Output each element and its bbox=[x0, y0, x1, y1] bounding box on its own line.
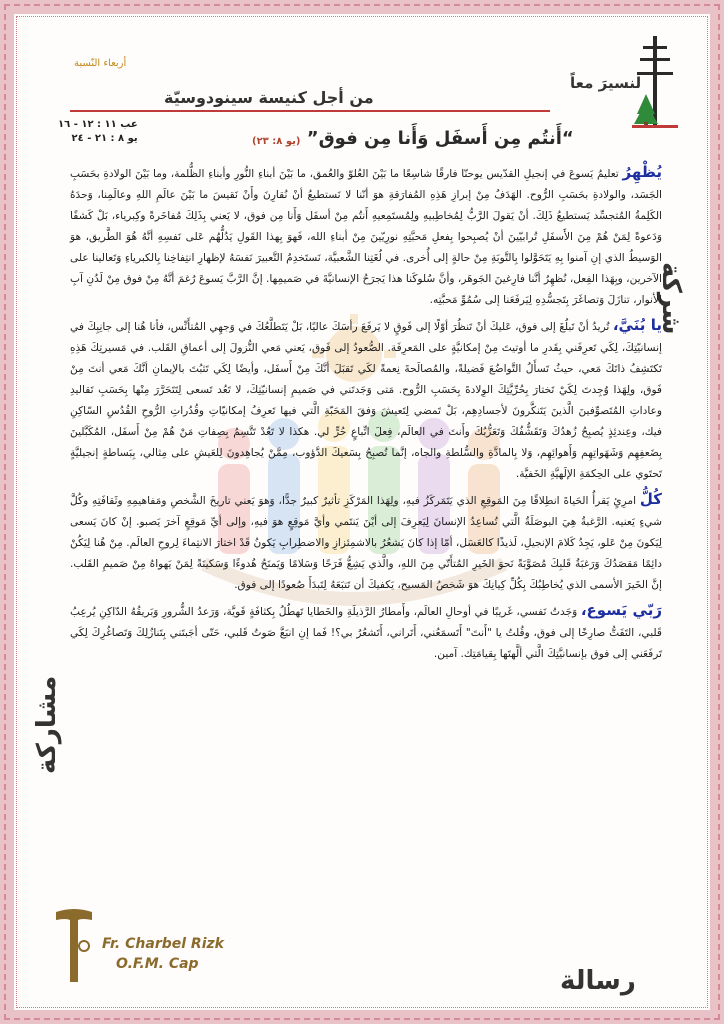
paragraph-lead: يا بُنَيَّ، bbox=[612, 316, 662, 334]
side-label-participation: مشاركة bbox=[32, 675, 62, 774]
author-order: O.F.M. Cap bbox=[116, 956, 199, 972]
side-label-communion: شركة bbox=[656, 262, 686, 335]
article-body bbox=[70, 162, 662, 669]
paragraph-lead: يُظْهِرُ bbox=[622, 163, 662, 181]
scripture-ref: عب ١١ : ١٢ - ١٦ bbox=[58, 119, 138, 130]
paragraph-text: امرِئٍ يَقرأُ الحَياةَ انطِلاقًا مِنَ المَوقِعِ الذي يَتَمَركَزُ فيهِ، ولِهَذا المَرْكَزِ تأثيرٌ كبيرٌ جدًّا، وَهوَ يَعني تاريخَ الشَّخصِ ومَفاهيمِهِ وثَقافَتِهِ وكُلَّ شيءٍ يَعنيه. الرَّغبةُ هِيَ البوصَلَةُ الَّتي تُساعِدُ الإنسانَ لِيَعرِفَ إلى أيْنَ يَنتَمي وأيَّ مَوقِعٍ هوَ فيهِ، وإلى أيِّ مَوقِعٍ آخرَ يَصبو. إنْ كانَ يَسعى لِيَكونَ مِنْ عَلو، يَجِدُ كَلامَ الإنجيلِ، لَذيذًا كالعَسَل، أمّا إذا كانَ يَشعُرُ بالاشمِئزازِ والاضطِرابِ يَكونُ قَدْ اختارَ الانتِماءَ لِروحِ العالَم. مِنْ هُنا لِيَكُنْ دائِمًا مَقصَدُكَ وَرَغبَةُ قَلبِكَ مُصَوَّبَةً نَحوَ الخَيرِ المُتأَتّي مِنَ اللهِ، والَّذي يَشِعُّ فَرَحًا وَسَلامًا وَيَمنَحُ هُدوءًا وَسَكينَةً لِمَنْ يَهواهُ مِنْ صَميمِ القَلب. إنَّ الخَيرَ الأسمى الذي يُخاطِبُكَ بِكُلِّ كِيانِكَ هوَ شَخصُ المَسيح، يَكفيكَ أن تَتبَعَهُ لِتَبدَأَ صُعودًا إلى فوق. bbox=[70, 495, 662, 591]
paragraph bbox=[70, 315, 662, 485]
paragraph-text: وَجَدتُ نَفسي، غَريبًا في أوحالِ العالَم، وأَمطارُ الرَّذيلَةِ والخَطايا تَهطُلُ بِكثافَةٍ قَويَّة، وَرَعدُ الشُّرورِ وَبَريقُهُ الدّاكِنِ يُرعِبُ قَلبي، التَفَتُّ صارِخًا إلى فوق، وقُلتُ يا "أَنتَ" أَتَسمَعُني، أَتَراني، أَتَشعُرُ بي؟! فَما إنِ انبَعَّ صَوتُ قَلبي، حَتّى أجَبتَني بِتَنازُلِكَ وَتَصاغُرِكَ لِكَي تَرفَعَني إلى فوق بإنسانيَّتِكَ الَّتي ألَّهتَها بِقيامَتِك. آمين. bbox=[70, 606, 662, 660]
campaign-title: لنسيرَ معاً bbox=[570, 74, 642, 92]
header-title: من أجل كنيسة سينودوسيّة bbox=[164, 88, 374, 107]
paragraph bbox=[70, 162, 662, 311]
page-title-text: “أَنتُم مِن أَسفَل وَأَنا مِن فوق” bbox=[306, 128, 574, 149]
scripture-refs bbox=[58, 118, 138, 146]
paragraph-lead: كُلُّ bbox=[639, 490, 662, 508]
page-title bbox=[252, 128, 574, 149]
paragraph-text: تُريدُ أنْ تَبلُغَ إلى فوق، عَليكَ أنْ تَنظُرَ أوّلًا إلى فَوقٍ لا يَرفَعَ رأسَكَ عاليًا، بَلْ يَتَطلَّعُكَ في وَجهِي المُتأَنِّس، فأنا هُنا إلى جانِبِكَ في إنسانيّتِكَ، لِكَي تَعرِفَني بِقَدرِ ما أوتيتَ مِنْ إمكانيَّةٍ على المَعرِفَة. الصُّعودُ إلى فَوق، يَعني مَعي النُّزولَ إلى أعماقِ القَلب. في مَسيرتِكَ هَذِهِ تَكتَشِفُ ذاتَكَ مَعي، حيثُ تَسأَلُ التَّواضُعَ فَضيلةً، والمُصالَحةَ نِعمةً لكَي تَقبَلَ أنَّكَ مِنْ أَسفَل، وأيضًا لِكَي تَثبُتَ بالإيمانِ أنَّكَ مَعي أنتَ مِنْ فَوق، ولِهَذا وُجِدتَ لِكَيْ تَختارَ بِحُرِّيَّتِكَ الوِلادةَ بِحَسَبِ الرُّوح. مَتى وَجَدتَني في صَميمِ إنسانيّتِكَ، لا تَعُد تَسعى لِتَتَحَرَّرَ مِنْها بِحَسَبِ تَقاليدِ وعاداتِ المُتَصوِّفينَ الَّذينَ يَتَنكَّرونَ لأجسادِهِم، بَلْ تَمضي لِتَعيشَ وَفقَ المَحَبّةِ الَّتي فيها تَعرِفُ إمكانيّاتِ وقُدُراتِ الرُّوحِ القُدُسِ السّاكِنِ فيك، وعِندئِذٍ يُصبِحُ زُهدُكَ وَتَقَشُّفُكَ وَتَعَزُّبُكَ وأَنتَ في العالَم، فِعلَ اتِّباعٍ حُرٍّ لي. هكذا لا تَعُدْ تَتَّسِمُ بِصِفاتِ مَنْ هُمْ مِنْ أَسفَل، المُكَبَّلينَ بِضَعفِهِم وَشَهَواتِهِم وَأَهوائِهِم، وَلا بِالمادَّةِ والسُّلطةِ والجاه، إنَّما تُصبِحُ بِسَعيكَ الدَّؤوب، مِمَّنْ يُجاهِدونَ لِلعَيشِ على مِثالي، بِبَساطةٍ إنجيليَّةٍ تَحتَوي على الحِكمَةِ الإلَهيَّةِ الخَفيَّة. bbox=[70, 321, 662, 480]
paragraph bbox=[70, 600, 662, 665]
tau-cross-icon bbox=[54, 906, 94, 986]
side-label-mission: رسالة bbox=[560, 966, 636, 996]
header-divider bbox=[70, 110, 550, 112]
scripture-ref: يو ٨ : ٢١ - ٢٤ bbox=[71, 133, 138, 144]
author-name: Fr. Charbel Rizk bbox=[102, 936, 224, 952]
author-logo bbox=[54, 906, 244, 986]
paragraph bbox=[70, 489, 662, 596]
week-label: أربعاء النّسبة bbox=[74, 58, 127, 69]
paragraph-lead: رَبّي يَسوع، bbox=[580, 601, 662, 619]
page-title-ref: (يو ٨: ٢٣) bbox=[252, 136, 301, 147]
paragraph-text: تعليمُ يَسوعَ في إنجيلِ القدّيس يوحنّا فارقًا شاسِعًا ما بَيْنَ العُلوّ والعُمق، ما بَيْنَ أبناءِ النُّورِ وأبناءِ الظُّلمة، وما بَيْنَ الولادةِ بحَسَبِ الجَسَد، والولادةِ بحَسَبِ الرُّوح. الهَدَفُ مِنْ إبرازِ هَذِهِ المُفارَقةِ هوَ أنّنا لا نَستطيعُ أنْ نُقارِنَ وأَنْ نَقيسَ ما بَيْنَ عالَمِ اللهِ وعالَمِنا، وَحدَهُ الكَلِمةُ المُتجسِّد يَستطيعُ ذَلِكَ. أنْ يَقولَ الرَّبُّ لِمُخاطِبيهِ ولِمُستَمِعيهِ أَنتُم مِنْ أسفَل وَأَنا مِن فوق، لا يَعني بِذَلِكَ مُفاخَرةً وكِبرياء، بَلْ كَشفًا وَدَعوةً لِمَنْ هُمْ مِنَ الأَسفَلِ تُرابيّينَ أنْ يُصبِحوا بِفعلِ مَحبَّتِهِ نورِيّينَ مِنْ أبناءِ الله، فَهوَ بِهذا القَولِ يَدُلُّهُم عَلى نَفسِهِ أنَّهُ هُوَ الطَّريق، هوَ الوَسيطُ الذي إنِ آمنوا بِهِ يَتَحَوَّلوا بِالتَّوبَةِ مِنْ حالةٍ إلى أُخرى. في لُغَتِنا الشَّعبيَّة، نَستَخدِمُ التَّعبيرَ نَفسَهُ لإظهارِ انتِفاخِنا بِالكبرياءِ وَتَعالينا على الآخرين، وبِهَذا الفِعل، نُظهِرُ أنَّنا فارِغينَ الجَوهَر، وأنَّ سُلوكَنا هذا يَجرَحُ الإنسانيَّةَ في صَميمِها. إنَّ الرَّبَّ يَسوعَ رُغمَ أنَّهُ مِنْ فوق مِنْ لَدُنِ آبِ الأنوار، تنازَلَ وَتصاغَرَ بِتَجسُّدِهِ لِيَرفَعَنا إلى سُمُوِّ مَحبَّتِه. bbox=[70, 168, 662, 306]
